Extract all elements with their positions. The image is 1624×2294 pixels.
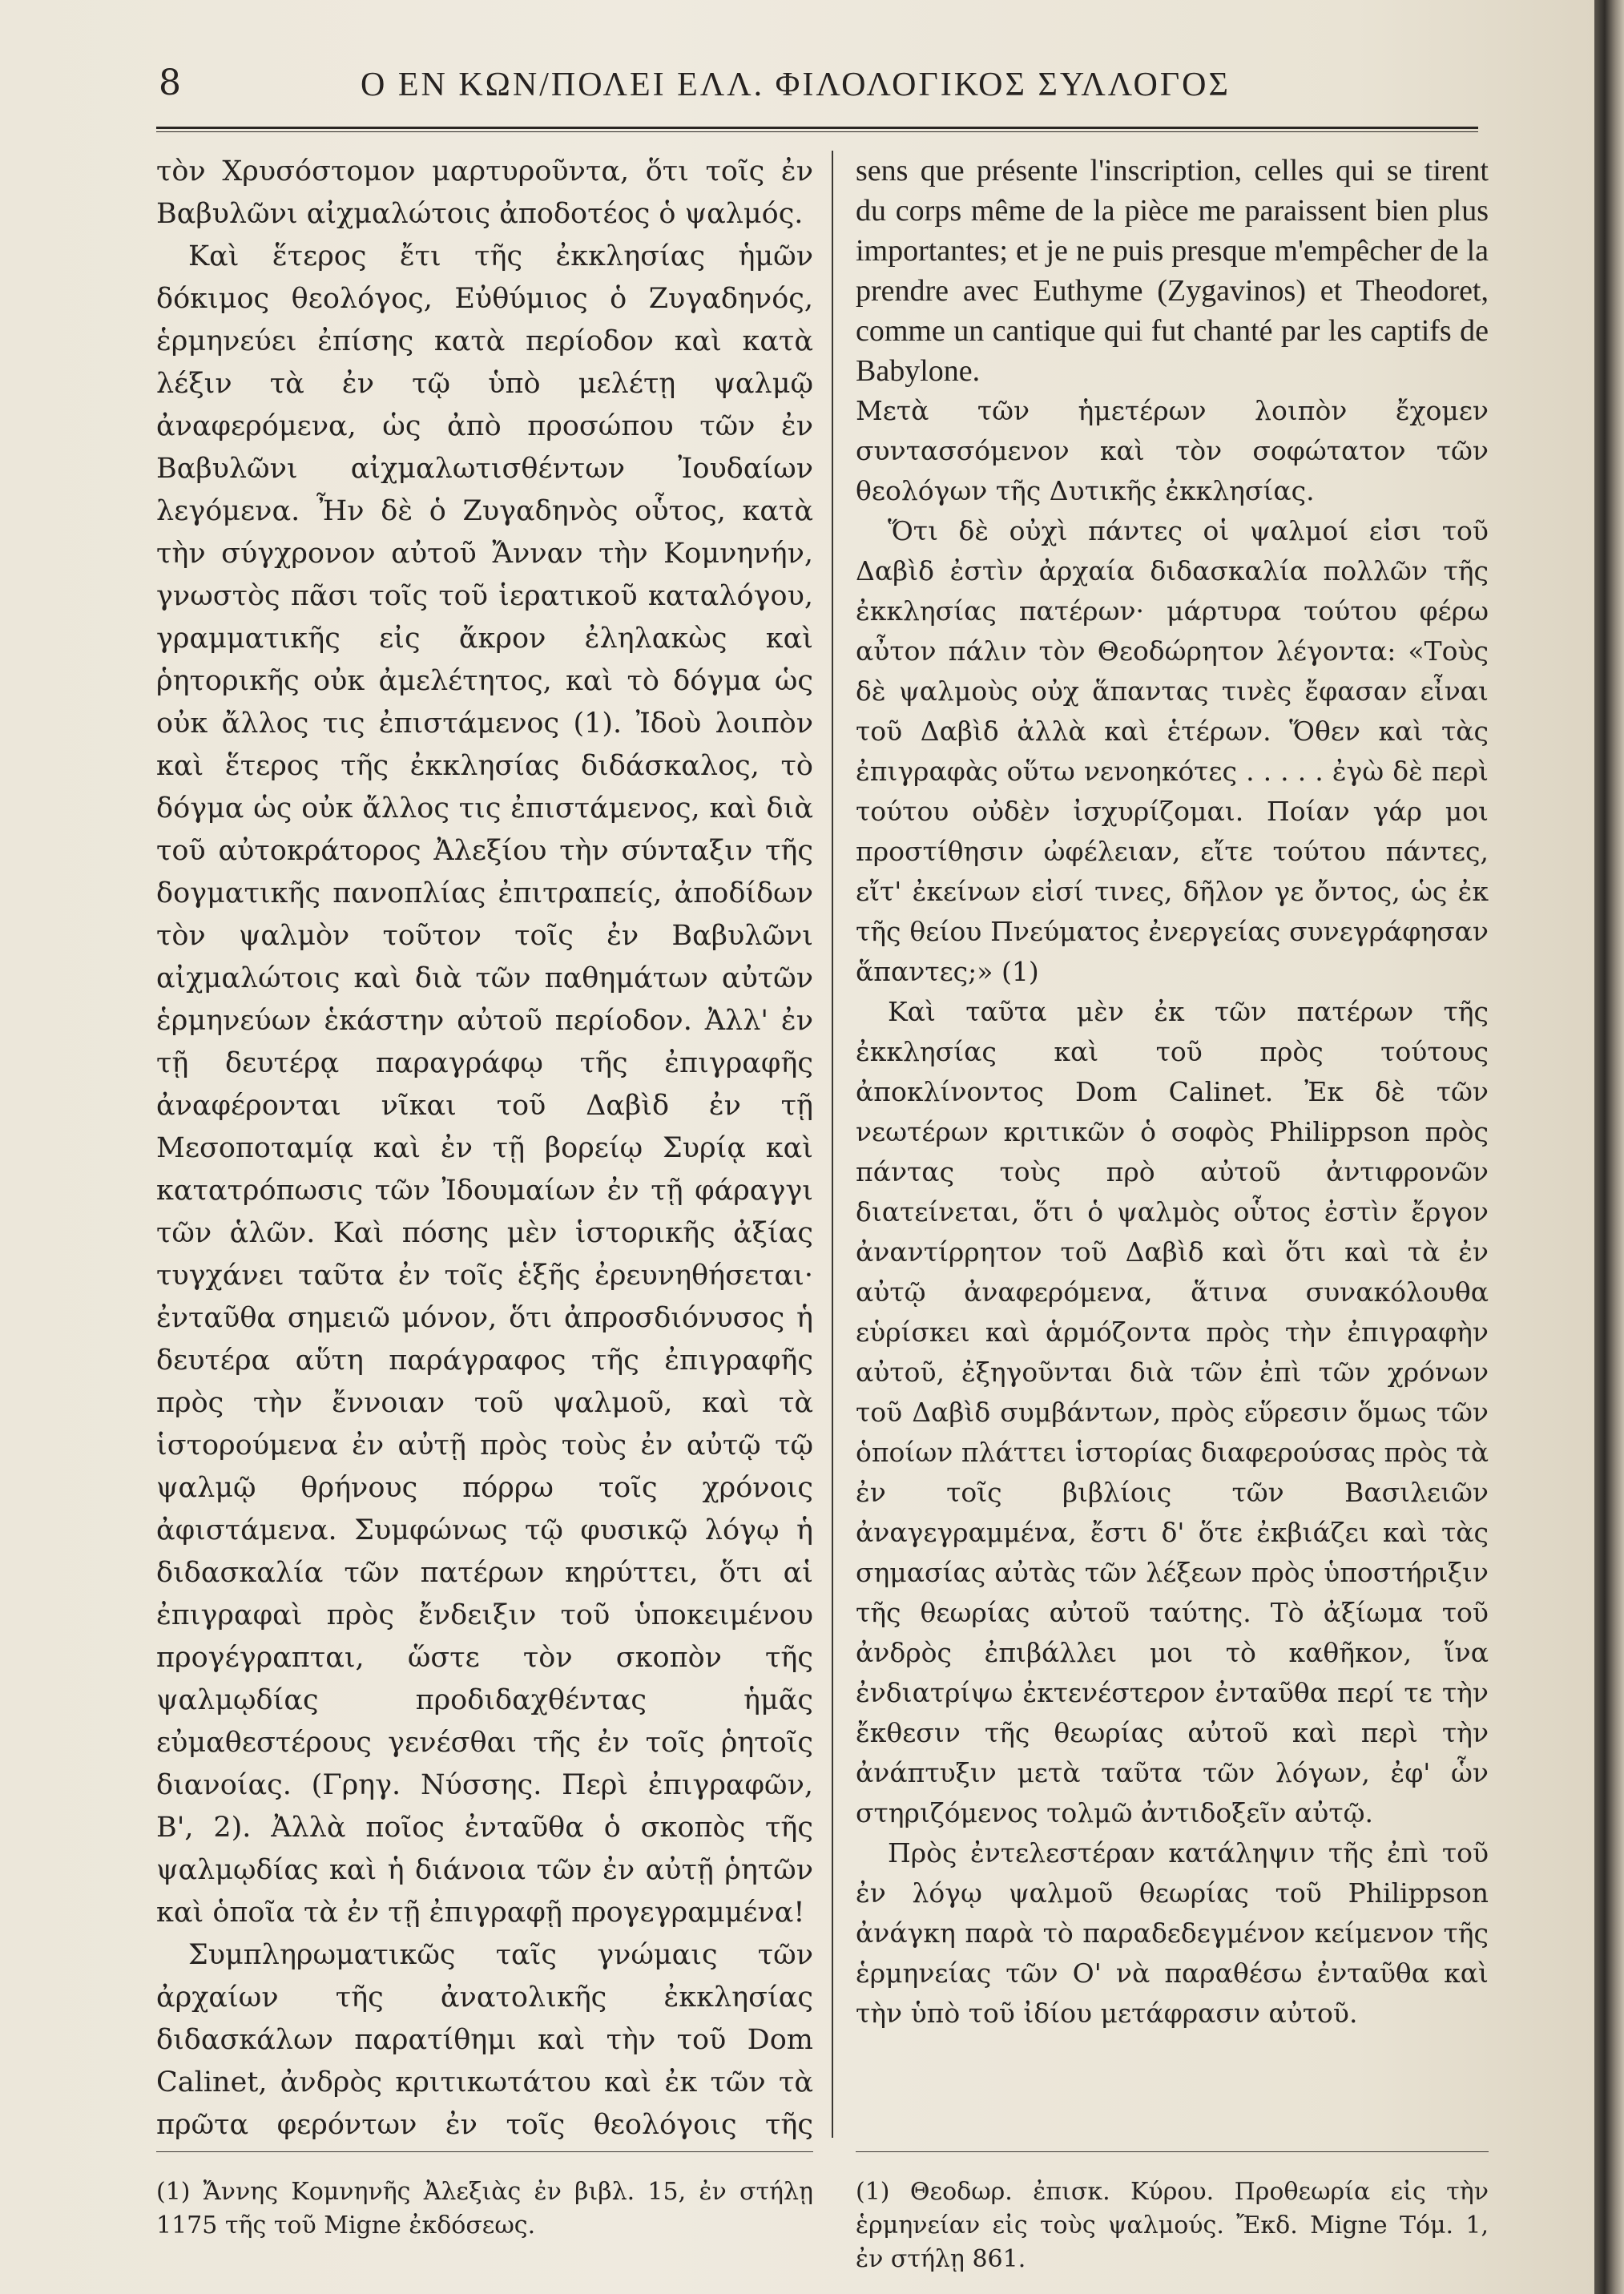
right-paragraph: Πρὸς ἐντελεστέραν κατάληψιν τῆς ἐπὶ τοῦ ἐν λόγῳ ψαλμοῦ θεωρίας τοῦ Philippson ἀνάγκη παρὰ τὸ παραδεδεγμένον κείμενον τῆς ἑρμηνείας τῶν Ο' νὰ παραθέσω ἐνταῦθα καὶ τὴν ὑπὸ τοῦ ἰδίου μετάφρασιν αὐτοῦ.: [856, 1837, 1489, 2029]
right-column: [856, 151, 1489, 2146]
left-paragraph: τὸν Χρυσόστομον μαρτυροῦντα, ὅτι τοῖς ἐν Βαβυλῶνι αἰχμαλώτοις ἀποδοτέος ὁ ψαλμός.: [156, 155, 813, 230]
header-rule: [156, 127, 1478, 132]
page-header: [152, 62, 1538, 119]
footnote-left: (1) Ἄννης Κομνηνῆς Ἀλεξιὰς ἐν βιβλ. 15, ἐν στήλῃ 1175 τῆς τοῦ Migne ἐκδόσεως.: [156, 2178, 813, 2240]
running-title: Ο ΕΝ ΚΩΝ/ΠΟΛΕΙ ΕΛΛ. ΦΙΛΟΛΟΓΙΚΟΣ ΣΥΛΛΟΓΟΣ: [361, 67, 1231, 103]
footnote-rule-left: [156, 2151, 813, 2152]
book-spine-shadow: [1594, 0, 1624, 2294]
footnote-right: (1) Θεοδωρ. ἐπισκ. Κύρου. Προθεωρία εἰς τὴν ἑρμηνείαν εἰς τοὺς ψαλμούς. Ἔκδ. Migne Τόμ. 1, ἐν στήλῃ 861.: [856, 2178, 1489, 2273]
left-column: [156, 151, 813, 2146]
right-paragraph: Μετὰ τῶν ἡμετέρων λοιπὸν ἔχομεν συντασσόμενον καὶ τὸν σοφώτατον τῶν θεολόγων τῆς Δυτικῆς ἐκκλησίας.: [856, 395, 1489, 506]
footnote-rule-right: [856, 2151, 1489, 2152]
page-number: 8: [159, 62, 181, 103]
column-divider: [832, 151, 833, 2138]
right-paragraph: Καὶ ταῦτα μὲν ἐκ τῶν πατέρων τῆς ἐκκλησίας καὶ τοῦ πρὸς τούτους ἀποκλίνοντος Dom Calinet. Ἐκ δὲ τῶν νεωτέρων κριτικῶν ὁ σοφὸς Philippson πρὸς πάντας τοὺς πρὸ αὐτοῦ ἀντιφρονῶν διατείνεται, ὅτι ὁ ψαλμὸς οὗτος ἐστὶν ἔργον ἀναντίρρητον τοῦ Δαβὶδ καὶ ὅτι καὶ τὰ ἐν αὐτῷ ἀναφερόμενα, ἅτινα συνακόλουθα εὑρίσκει καὶ ἁρμόζοντα πρὸς τὴν ἐπιγραφὴν αὐτοῦ, ἐξηγοῦνται διὰ τῶν ἐπὶ τῶν χρόνων τοῦ Δαβὶδ συμβάντων, πρὸς εὕρεσιν ὅμως τῶν ὁποίων πλάττει ἱστορίας διαφερούσας πρὸς τὰ ἐν τοῖς βιβλίοις τῶν Βασιλειῶν ἀναγεγραμμένα, ἔστι δ' ὅτε ἐκβιάζει καὶ τὰς σημασίας αὐτὰς τῶν λέξεων πρὸς ὑποστήριξιν τῆς θεωρίας αὐτοῦ ταύτης. Τὸ ἀξίωμα τοῦ ἀνδρὸς ἐπιβάλλει μοι τὸ καθῆκον, ἵνα ἐνδιατρίψω ἐκτενέστερον ἐνταῦθα περί τε τὴν ἔκθεσιν τῆς θεωρίας αὐτοῦ καὶ περὶ τὴν ἀνάπτυξιν μετὰ ταῦτα τῶν λόγων, ἐφ' ὧν στηριζόμενος τολμῶ ἀντιδοξεῖν αὐτῷ.: [856, 996, 1489, 1828]
right-paragraph: Ὅτι δὲ οὐχὶ πάντες οἱ ψαλμοί εἰσι τοῦ Δαβὶδ ἐστὶν ἀρχαία διδασκαλία πολλῶν τῆς ἐκκλησίας πατέρων· μάρτυρα τούτου φέρω αὖτον πάλιν τὸν Θεοδώρητον λέγοντα: «Τοὺς δὲ ψαλμοὺς οὐχ ἅπαντας τινὲς ἔφασαν εἶναι τοῦ Δαβὶδ ἀλλὰ καὶ ἑτέρων. Ὅθεν καὶ τὰς ἐπιγραφὰς οὕτω νενοηκότες . . . . . ἐγὼ δὲ περὶ τούτου οὐδὲν ἰσχυρίζομαι. Ποίαν γάρ μοι προστίθησιν ὠφέλειαν, εἴτε τούτου πάντες, εἴτ' ἐκείνων εἰσί τινες, δῆλον γε ὄντος, ὡς ἐκ τῆς θείου Πνεύματος ἐνεργείας συνεγράφησαν ἅπαντες;» (1): [856, 515, 1489, 987]
french-quotation: sens que présente l'inscription, celles qui se tirent du corps même de la pièce me paraissent bien plus importantes; et je ne puis presque m'empêcher de la prendre avec Euthyme (Zygavinos) et Theodoret, comme un cantique qui fut chanté par les captifs de Babylone.: [856, 154, 1489, 388]
left-paragraph: Συμπληρωματικῶς ταῖς γνώμαις τῶν ἀρχαίων τῆς ἀνατολικῆς ἐκκλησίας διδασκάλων παρατίθημι καὶ τὴν τοῦ Dom Calinet, ἀνδρὸς κριτικωτάτου καὶ ἐκ τῶν τὰ πρῶτα φερόντων ἐν τοῖς θεολόγοις τῆς: [156, 1939, 813, 2141]
left-paragraph: Καὶ ἕτερος ἔτι τῆς ἐκκλησίας ἡμῶν δόκιμος θεολόγος, Εὐθύμιος ὁ Ζυγαδηνός, ἑρμηνεύει ἐπίσης κατὰ περίοδον καὶ κατὰ λέξιν τὰ ἐν τῷ ὑπὸ μελέτῃ ψαλμῷ ἀναφερόμενα, ὡς ἀπὸ προσώπου τῶν ἐν Βαβυλῶνι αἰχμαλωτισθέντων Ἰουδαίων λεγόμενα. Ἦν δὲ ὁ Ζυγαδηνὸς οὗτος, κατὰ τὴν σύγχρονον αὐτοῦ Ἄνναν τὴν Κομνηνήν, γνωστὸς πᾶσι τοῖς τοῦ ἱερατικοῦ καταλόγου, γραμματικῆς εἰς ἄκρον ἐληλακὼς καὶ ῥητορικῆς οὐκ ἀμελέτητος, καὶ τὸ δόγμα ὡς οὐκ ἄλλος τις ἐπιστάμενος (1). Ἰδοὺ λοιπὸν καὶ ἕτερος τῆς ἐκκλησίας διδάσκαλος, τὸ δόγμα ὡς οὐκ ἄλλος τις ἐπιστάμενος, καὶ διὰ τοῦ αὐτοκράτορος Ἀλεξίου τὴν σύνταξιν τῆς δογματικῆς πανοπλίας ἐπιτραπείς, ἀποδίδων τὸν ψαλμὸν τοῦτον τοῖς ἐν Βαβυλῶνι αἰχμαλώτοις καὶ διὰ τῶν παθημάτων αὐτῶν ἑρμηνεύων ἑκάστην αὐτοῦ περίοδον. Ἀλλ' ἐν τῇ δευτέρᾳ παραγράφῳ τῆς ἐπιγραφῆς ἀναφέρονται νῖκαι τοῦ Δαβὶδ ἐν τῇ Μεσοποταμίᾳ καὶ ἐν τῇ βορείῳ Συρίᾳ καὶ κατατρόπωσις τῶν Ἰδουμαίων ἐν τῇ φάραγγι τῶν ἁλῶν. Καὶ πόσης μὲν ἱστορικῆς ἀξίας τυγχάνει ταῦτα ἐν τοῖς ἑξῆς ἐρευνηθήσεται· ἐνταῦθα σημειῶ μόνον, ὅτι ἀπροσδιόνυσος ἡ δευτέρα αὕτη παράγραφος τῆς ἐπιγραφῆς πρὸς τὴν ἔννοιαν τοῦ ψαλμοῦ, καὶ τὰ ἱστορούμενα ἐν αὐτῇ πρὸς τοὺς ἐν αὐτῷ τῷ ψαλμῷ θρήνους πόρρω τοῖς χρόνοις ἀφιστάμενα. Συμφώνως τῷ φυσικῷ λόγῳ ἡ διδασκαλία τῶν πατέρων κηρύττει, ὅτι αἱ ἐπιγραφαὶ πρὸς ἔνδειξιν τοῦ ὑποκειμένου προγέγραπται, ὥστε τὸν σκοπὸν τῆς ψαλμῳδίας προδιδαχθέντας ἡμᾶς εὐμαθεστέρους γενέσθαι τῆς ἐν τοῖς ῥητοῖς διανοίας. (Γρηγ. Νύσσης. Περὶ ἐπιγραφῶν, Β', 2). Ἀλλὰ ποῖος ἐνταῦθα ὁ σκοπὸς τῆς ψαλμῳδίας καὶ ἡ διάνοια τῶν ἐν αὐτῇ ῥητῶν καὶ ὁποῖα τὰ ἐν τῇ ἐπιγραφῇ προγεγραμμένα!: [156, 240, 813, 1929]
